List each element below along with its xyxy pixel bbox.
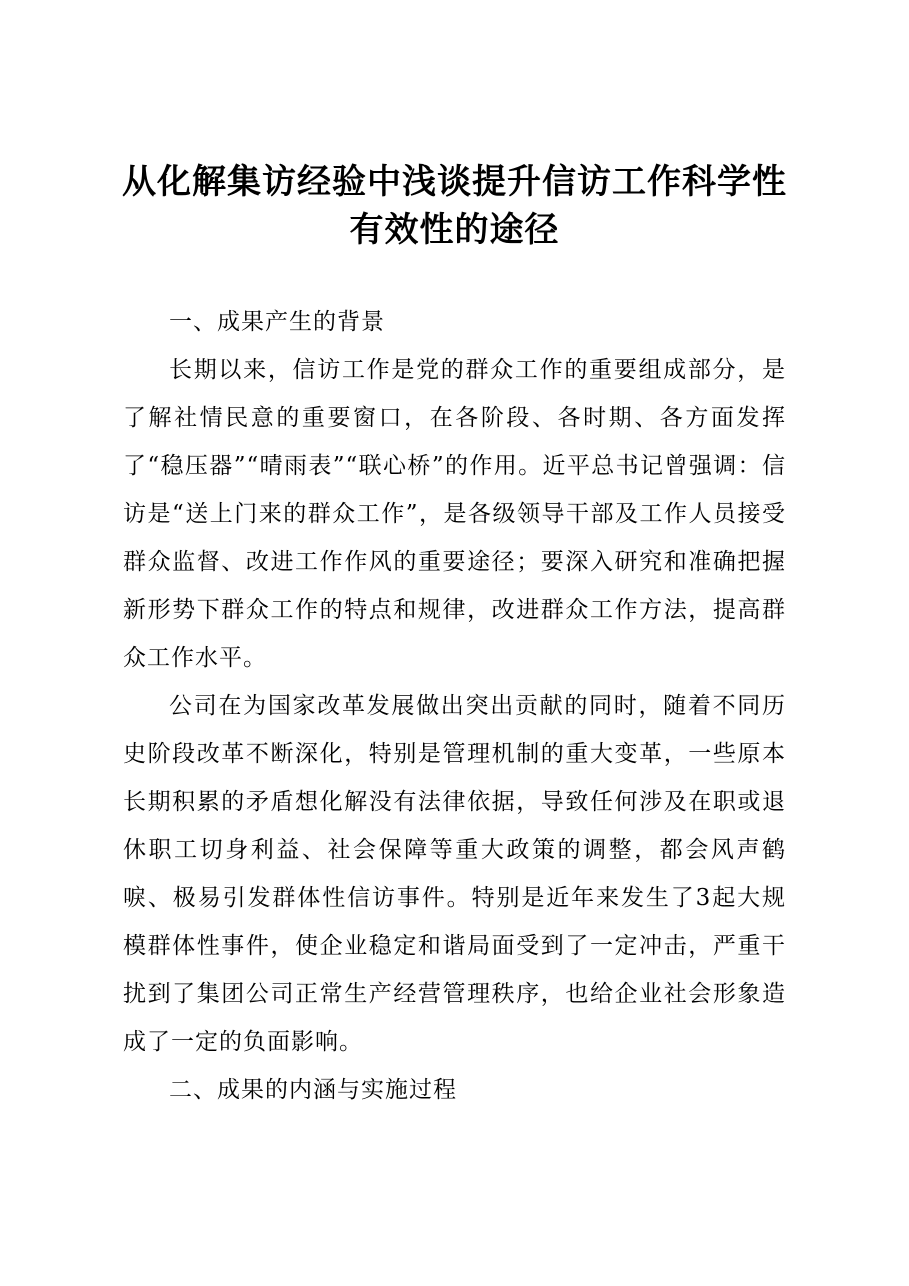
document-title: 从化解集访经验中浅谈提升信访工作科学性有效性的途径 xyxy=(122,162,787,250)
paragraph-1: 长期以来，信访工作是党的群众工作的重要组成部分，是了解社情民意的重要窗口，在各阶段、各时期、各方面发挥了“稳压器”“晴雨表”“联心桥”的作用。近平总书记曾强调：信访是“送上门来的群众工作”，是各级领导干部及工作人员接受群众监督、改进工作作风的重要途径；要深入研究和准确把握新形势下群众工作的特点和规律，改进群众工作方法，提高群众工作水平。 xyxy=(123,357,786,671)
section-heading-2: 二、成果的内涵与实施过程 xyxy=(169,1077,457,1103)
paragraph-2: 公司在为国家改革发展做出突出贡献的同时，随着不同历史阶段改革不断深化，特别是管理机制的重大变革，一些原本长期积累的矛盾想化解没有法律依据，导致任何涉及在职或退休职工切身利益、社会保障等重大政策的调整，都会风声鹤唳、极易引发群体性信访事件。特别是近年来发生了3起大规模群体性事件，使企业稳定和谐局面受到了一定冲击，严重干扰到了集团公司正常生产经营管理秩序，也给企业社会形象造成了一定的负面影响。 xyxy=(123,693,786,1055)
section-heading-1: 一、成果产生的背景 xyxy=(169,309,385,335)
